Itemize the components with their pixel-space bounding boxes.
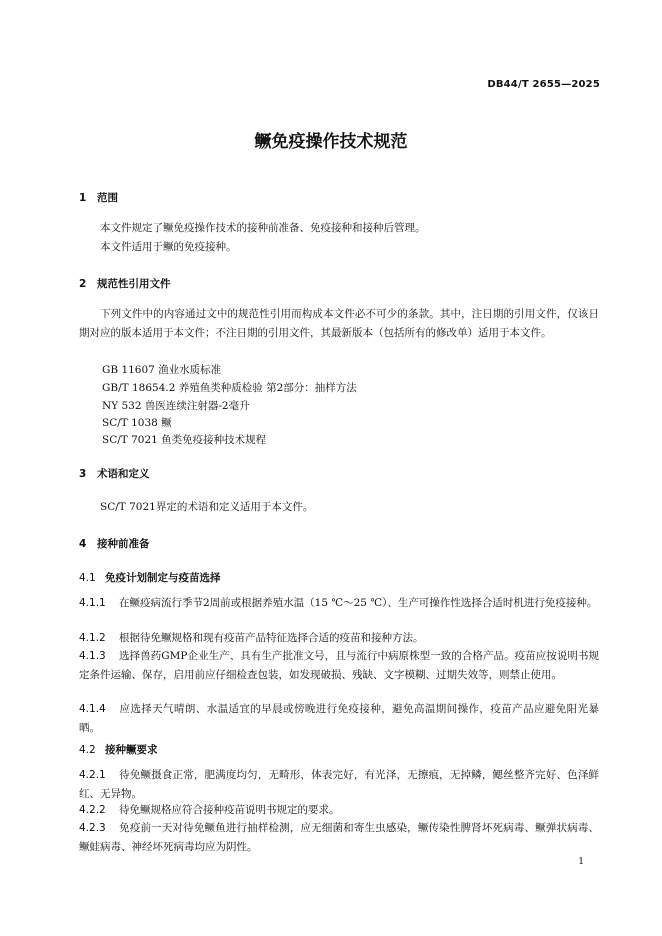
clause-text: 选择兽药GMP企业生产、具有生产批准文号，且与流行中病原株型一致的合格产品。疫苗应按说明书规定条件运输、保存，启用前应仔细检查包装，如发现破损、残缺、文字模糊、过期失效等，则禁止使用。 [79,650,599,681]
subsection-4-1-heading [79,570,221,585]
paragraph: 下列文件中的内容通过文中的规范性引用而构成本文件必不可少的条款。其中，注日期的引用文件，仅该日期对应的版本适用于本文件；不注日期的引用文件，其最新版本（包括所有的修改单）适用于本文件。 [79,308,599,339]
reference-item: SC/T 1038 鳜 [102,417,172,429]
paragraph: 本文件规定了鳜免疫操作技术的接种前准备、免疫接种和接种后管理。 [100,222,426,234]
section-number: 4 [79,538,87,550]
clause-number: 4.2.3 [79,822,106,834]
document-code: DB44/T 2655—2025 [487,79,600,90]
clause-number: 4.2.1 [79,769,106,781]
document-title: 鳜免疫操作技术规范 [254,132,408,152]
subsection-number: 4.2 [79,744,96,756]
section-number: 1 [79,192,87,204]
subsection-title: 接种鳜要求 [105,744,158,756]
clause-4-1-2 [79,629,599,648]
section-number: 2 [79,278,87,290]
section-title: 接种前准备 [97,538,150,550]
section-3-heading [79,466,150,481]
clause-4-2-3 [79,819,599,857]
clause-text: 根据待免鳜规格和现有疫苗产品特征选择合适的疫苗和接种方法。 [119,632,424,644]
section-1-heading [79,190,118,205]
clause-4-2-2 [79,801,599,820]
section-title: 范围 [97,192,118,204]
section-title: 规范性引用文件 [97,278,171,290]
section-2-heading [79,276,171,291]
clause-text: 免疫前一天对待免鳜鱼进行抽样检测，应无细菌和寄生虫感染，鳜传染性脾肾坏死病毒、鳜弹状病毒、鳜蛙病毒、神经坏死病毒均应为阴性。 [79,822,599,853]
subsection-number: 4.1 [79,572,96,584]
page-number: 1 [578,857,584,867]
clause-4-1-4 [79,700,599,738]
clause-number: 4.1.3 [79,650,106,662]
clause-text: 待免鳜规格应符合接种疫苗说明书规定的要求。 [119,804,340,816]
clause-number: 4.2.2 [79,804,106,816]
reference-item: NY 532 兽医连续注射器-2毫升 [102,400,250,412]
subsection-4-2-heading [79,742,158,757]
clause-number: 4.1.4 [79,703,106,715]
clause-4-1-1 [79,594,599,613]
clause-text: 在鳜疫病流行季节2周前或根据养殖水温（15 ℃～25 ℃）、生产可操作性选择合适时机进行免疫接种。 [119,597,598,609]
clause-4-2-1 [79,766,599,804]
clause-4-1-3 [79,647,599,685]
paragraph: SC/T 7021界定的术语和定义适用于本文件。 [100,501,314,513]
clause-number: 4.1.2 [79,632,106,644]
section-number: 3 [79,468,87,480]
reference-item: GB/T 18654.2 养殖鱼类种质检验 第2部分：抽样方法 [102,382,357,394]
section-title: 术语和定义 [97,468,150,480]
paragraph: 本文件适用于鳜的免疫接种。 [100,241,237,253]
clause-number: 4.1.1 [79,597,106,609]
section-4-heading [79,536,150,551]
clause-text: 待免鳜摄食正常，肥满度均匀，无畸形，体表完好，有光泽，无擦痕，无掉鳞，鳃丝整齐完好、色泽鲜红、无异物。 [79,769,599,800]
reference-item: GB 11607 渔业水质标准 [102,364,222,376]
subsection-title: 免疫计划制定与疫苗选择 [105,572,221,584]
reference-item: SC/T 7021 鱼类免疫接种技术规程 [102,434,267,446]
clause-text: 应选择天气晴朗、水温适宜的早晨或傍晚进行免疫接种，避免高温期间操作，疫苗产品应避免阳光暴晒。 [79,703,599,734]
